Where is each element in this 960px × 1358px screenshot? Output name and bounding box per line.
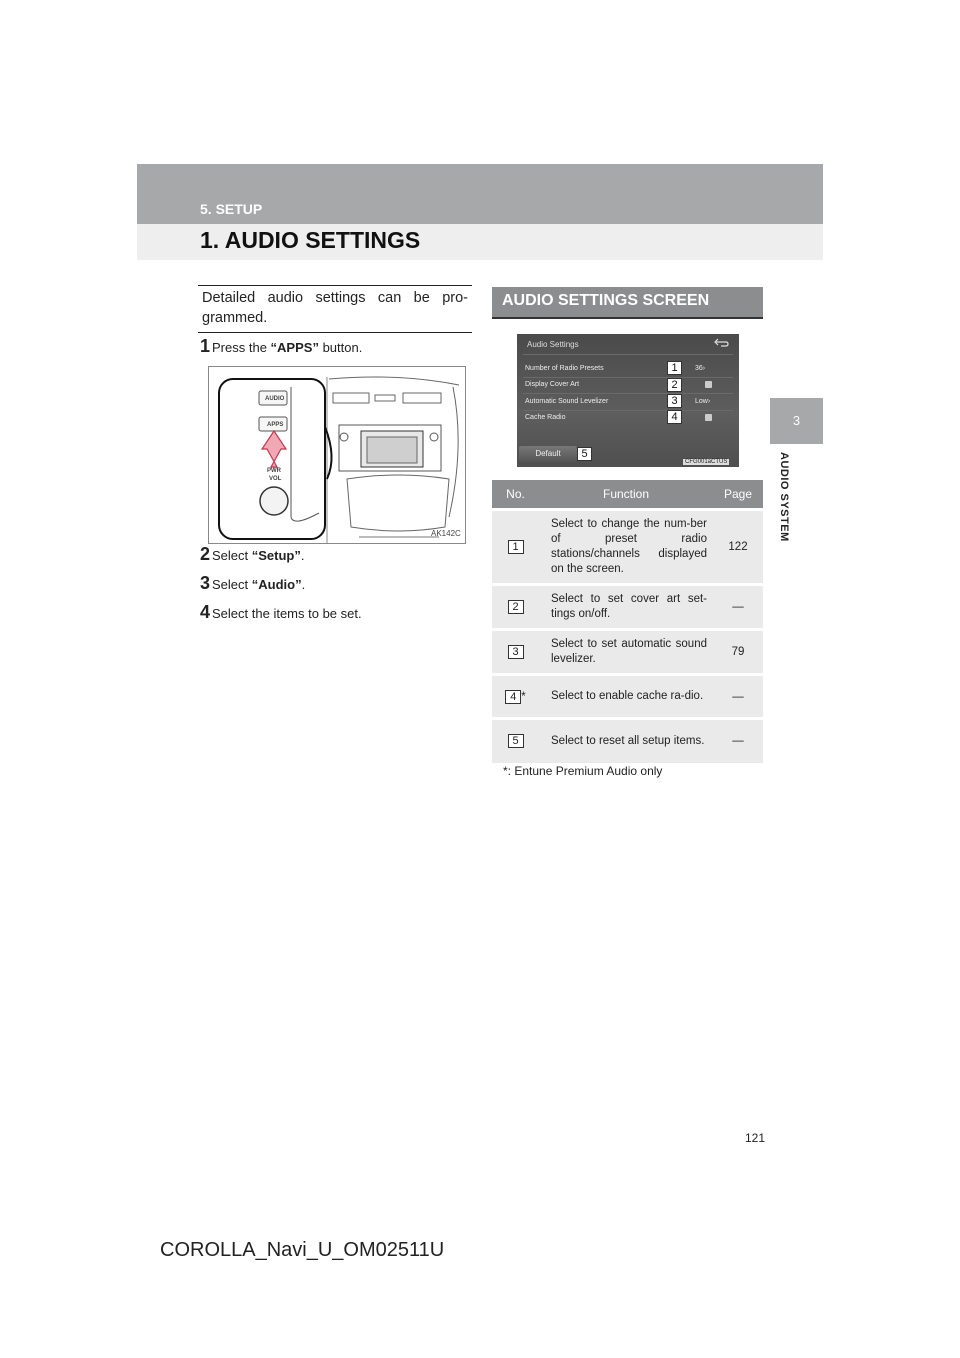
row-number: 3 bbox=[508, 645, 524, 659]
step-3: 3 Select “Audio”. bbox=[200, 573, 306, 593]
table-row bbox=[492, 719, 763, 763]
table-row: 4 * Select to enable cache ra-dio. — bbox=[492, 675, 763, 719]
back-icon[interactable] bbox=[713, 338, 729, 348]
row-function: Select to enable cache ra-dio. bbox=[539, 675, 713, 719]
step-2: 2 Select “Setup”. bbox=[200, 544, 305, 564]
row-number: 2 bbox=[508, 600, 524, 614]
row-function: Select to set cover art set-tings on/off. bbox=[539, 585, 713, 630]
dashboard-drawing bbox=[209, 367, 465, 543]
sound-levelizer-value: Low› bbox=[695, 398, 711, 405]
row-page: — bbox=[713, 675, 763, 719]
row-radio-presets[interactable]: Number of Radio Presets bbox=[525, 365, 604, 372]
page-number: 121 bbox=[745, 1131, 766, 1145]
screen-divider bbox=[523, 354, 733, 355]
row-number: 1 bbox=[508, 540, 524, 554]
table-row bbox=[492, 585, 763, 630]
table-row bbox=[492, 630, 763, 675]
callout-4: 4 bbox=[667, 410, 682, 424]
row-page: 122 bbox=[713, 510, 763, 585]
column-page: Page bbox=[713, 480, 763, 510]
document-code: COROLLA_Navi_U_OM02511U bbox=[160, 1239, 445, 1261]
pwr-label: PWR bbox=[267, 468, 281, 474]
vol-label: VOL bbox=[269, 476, 282, 482]
screen-divider bbox=[523, 410, 733, 411]
row-number: 5 bbox=[508, 734, 524, 748]
screen-section-heading: AUDIO SETTINGS SCREEN bbox=[492, 287, 763, 319]
row-page: 79 bbox=[713, 630, 763, 675]
row-function: Select to set automatic sound levelizer. bbox=[539, 630, 713, 675]
screen-title: Audio Settings bbox=[527, 340, 579, 349]
cache-radio-checkbox[interactable] bbox=[705, 414, 712, 421]
apps-button-label: APPS bbox=[267, 422, 284, 428]
step-4: 4 Select the items to be set. bbox=[200, 602, 362, 622]
footnote: *: Entune Premium Audio only bbox=[503, 764, 663, 778]
chapter-label: AUDIO SYSTEM bbox=[778, 452, 790, 542]
chapter-tab: 3 bbox=[770, 398, 823, 444]
callout-5: 5 bbox=[577, 447, 592, 461]
function-table bbox=[492, 480, 763, 763]
row-function: Select to reset all setup items. bbox=[539, 719, 713, 763]
row-number: 4 bbox=[505, 690, 521, 704]
callout-1: 1 bbox=[667, 361, 682, 375]
cover-art-checkbox[interactable] bbox=[705, 381, 712, 388]
row-cache-radio[interactable]: Cache Radio bbox=[525, 414, 566, 421]
row-display-cover-art[interactable]: Display Cover Art bbox=[525, 381, 580, 388]
row-page: — bbox=[713, 585, 763, 630]
callout-3: 3 bbox=[667, 394, 682, 408]
screen-divider bbox=[523, 377, 733, 378]
audio-settings-screen bbox=[517, 334, 739, 467]
radio-presets-value: 36› bbox=[695, 365, 706, 372]
audio-button-label: AUDIO bbox=[265, 396, 285, 402]
figure-code: AK142C bbox=[431, 529, 461, 538]
table-row bbox=[492, 510, 763, 585]
column-function: Function bbox=[539, 480, 713, 510]
apps-button-illustration bbox=[208, 366, 466, 544]
row-function: Select to change the num-ber of preset radio stations/channels displayed on the screen. bbox=[539, 510, 713, 585]
row-sound-levelizer[interactable]: Automatic Sound Levelizer bbox=[525, 398, 609, 405]
callout-2: 2 bbox=[667, 378, 682, 392]
section-label: 5. SETUP bbox=[200, 201, 263, 217]
screen-divider bbox=[523, 393, 733, 394]
default-button[interactable]: Default bbox=[519, 446, 577, 462]
intro-text: Detailed audio settings can be pro-grammed. bbox=[198, 285, 472, 333]
table-header-row bbox=[492, 480, 763, 510]
column-no: No. bbox=[492, 480, 539, 510]
step-1: 1 Press the “APPS” button. bbox=[200, 336, 363, 356]
screen-figure-code: CFG001aCTUS bbox=[685, 459, 728, 465]
row-page: — bbox=[713, 719, 763, 763]
page-title: 1. AUDIO SETTINGS bbox=[200, 227, 421, 253]
